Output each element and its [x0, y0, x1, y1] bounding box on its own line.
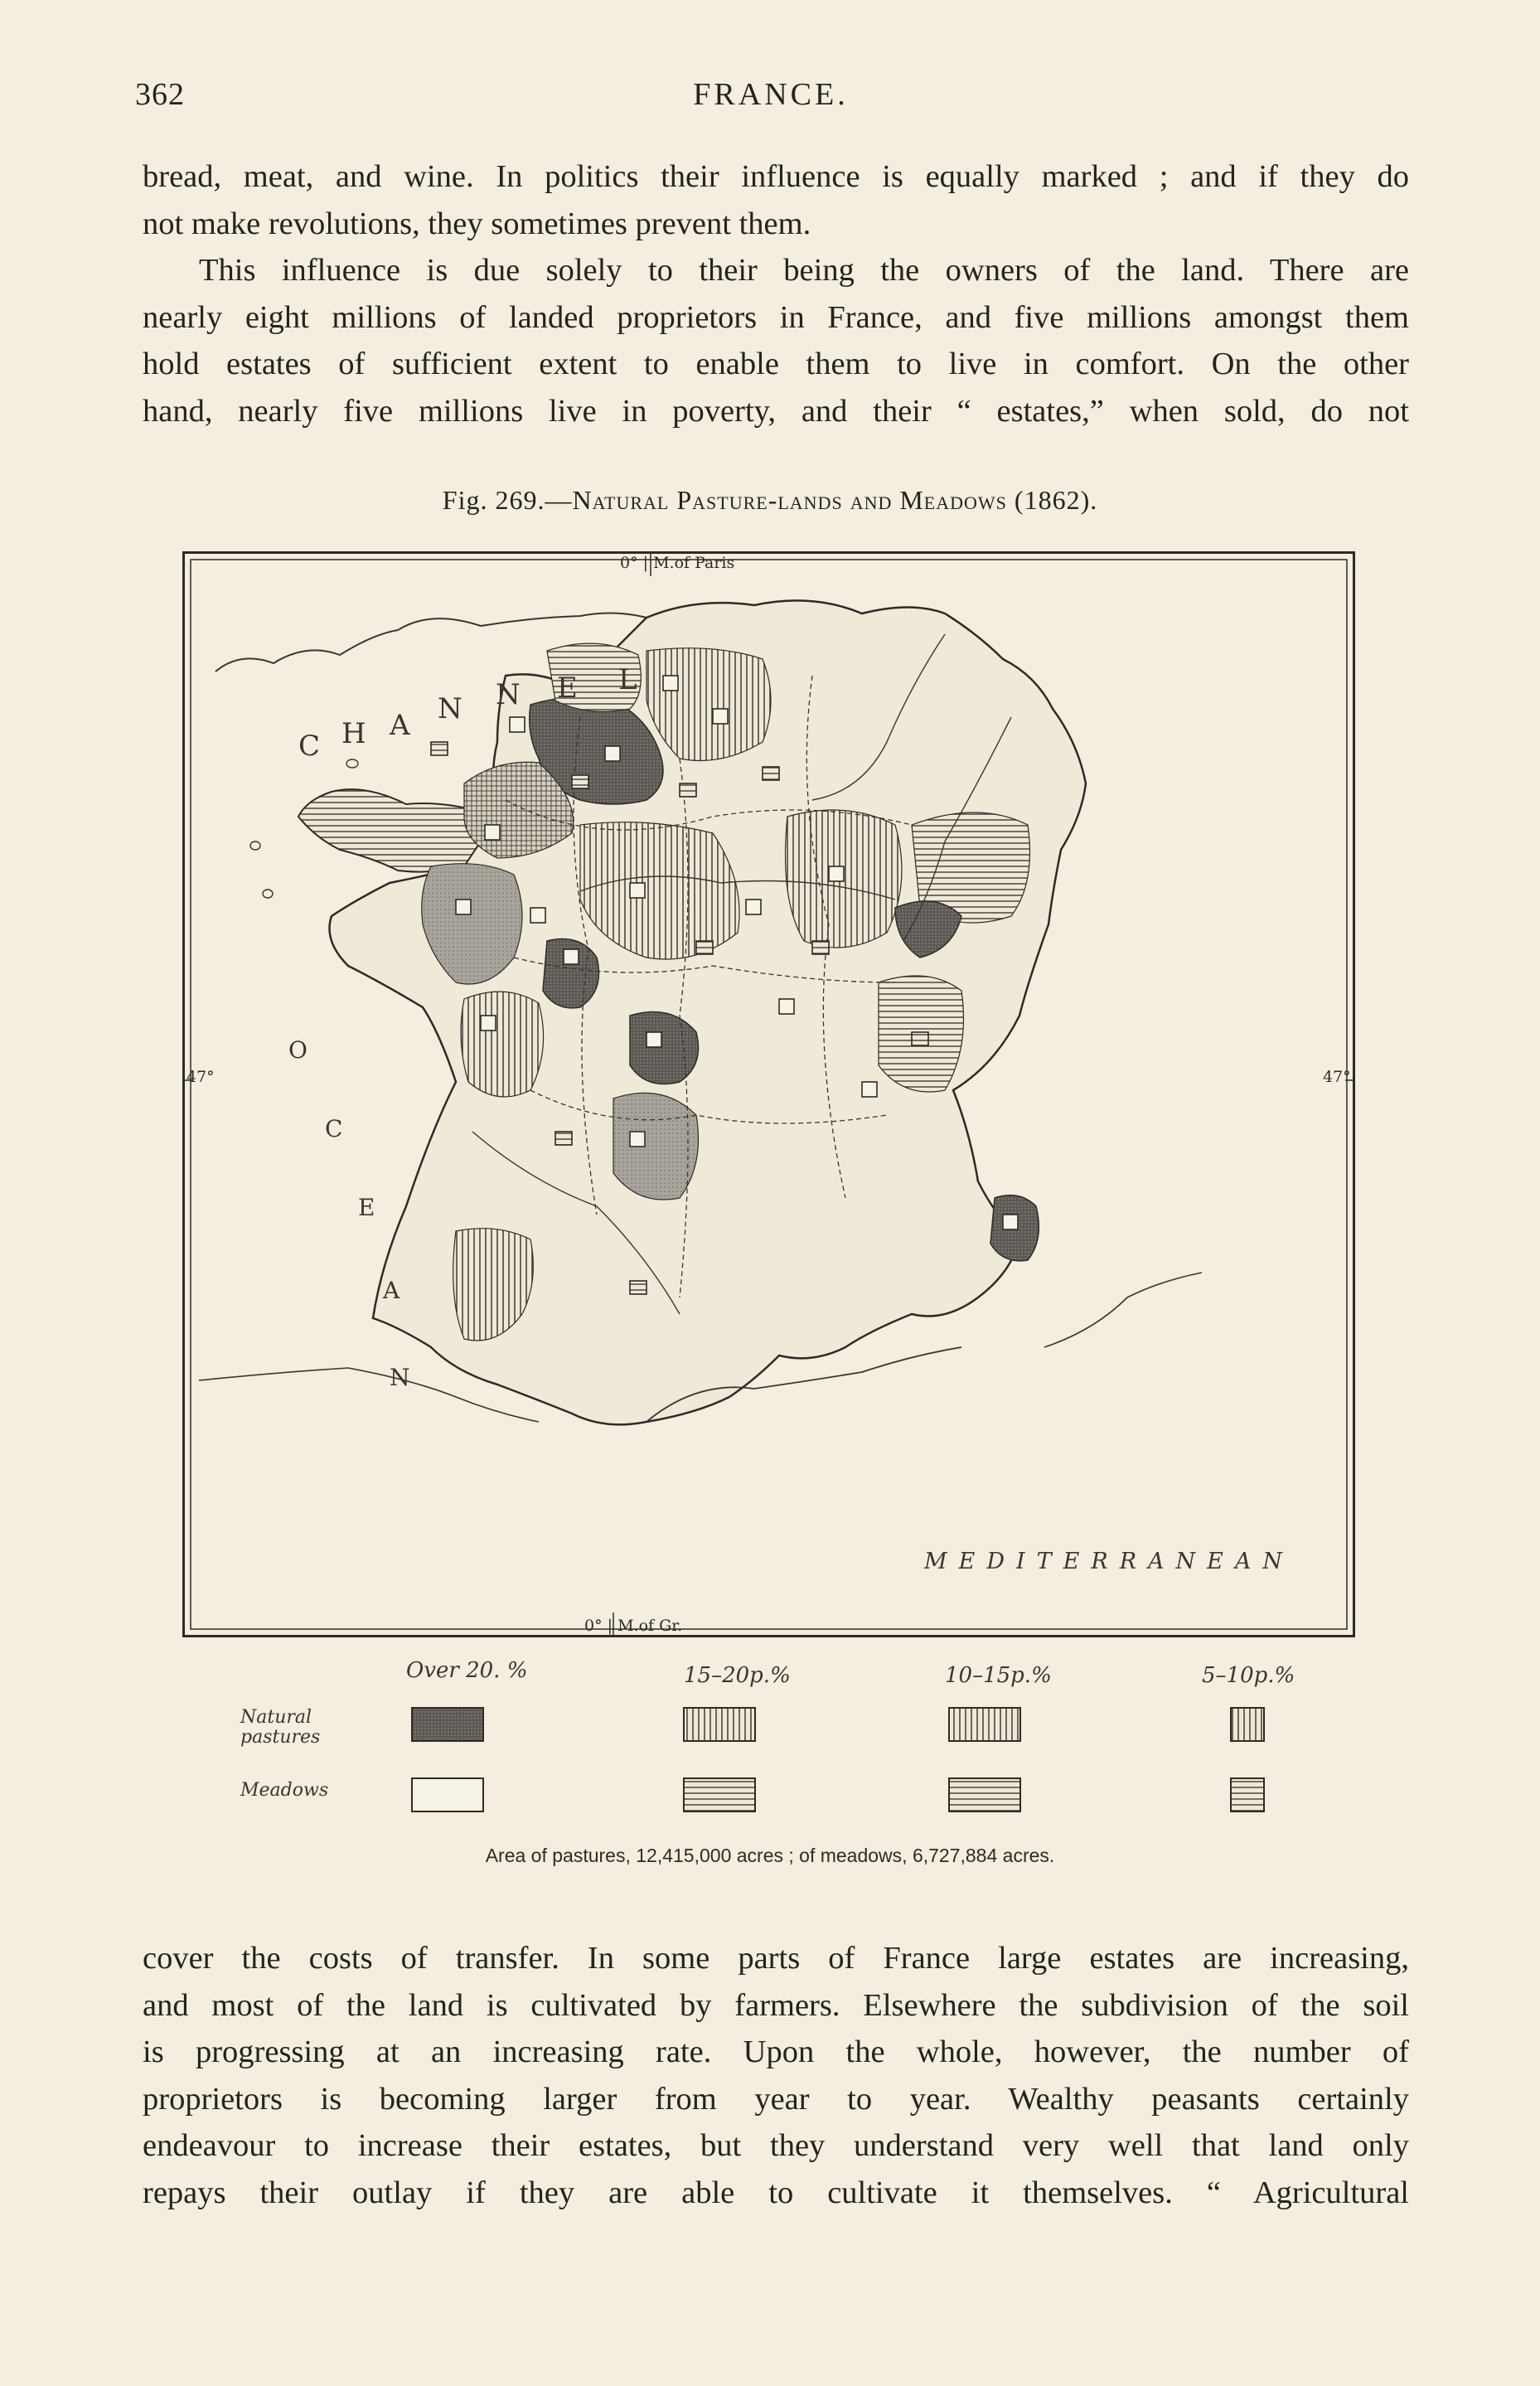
meadow-marker — [1003, 1215, 1018, 1229]
text-line: This influence is due solely to their being the owners of the land. There are — [199, 253, 1409, 288]
meadow-marker — [663, 676, 678, 691]
striped-meadow-marker — [912, 1032, 928, 1045]
text-line: is progressing at an increasing rate. Upon the whole, however, the number of — [143, 2034, 1409, 2069]
legend-row-meadows: Meadows — [240, 1780, 329, 1801]
ocean-letter: C — [325, 1115, 343, 1142]
text-line: hold estates of sufficient extent to enable them to live in comfort. On the other — [143, 347, 1409, 381]
italy-coast-line — [1044, 1273, 1202, 1347]
swatch-pasture-5-10 — [1231, 1708, 1264, 1741]
caption-title: Natural Pasture-lands and Meadows — [572, 485, 1007, 515]
map-legend — [216, 1658, 1376, 1824]
swatch-pasture-10-15 — [949, 1708, 1020, 1741]
striped-meadow-marker — [680, 783, 696, 797]
meadow-marker — [605, 746, 620, 761]
ocean-letter: E — [358, 1194, 375, 1221]
striped-meadow-marker — [630, 1281, 647, 1294]
legend-swatches — [216, 1658, 1376, 1824]
legend-row-pastures-line1: Natural — [240, 1707, 312, 1728]
striped-meadow-marker — [763, 767, 779, 780]
meadow-marker — [630, 1132, 645, 1147]
channel-letter: C — [298, 730, 321, 763]
paragraph-top — [143, 153, 1409, 247]
text-line: bread, meat, and wine. In politics their influence is equally marked ; and if they do — [143, 159, 1409, 194]
area-note: Area of pastures, 12,415,000 acres ; of meadows, 6,727,884 acres. — [485, 1845, 1055, 1866]
caption-year: (1862). — [1014, 485, 1098, 515]
striped-meadow-marker — [696, 941, 713, 954]
ocean-letter: N — [390, 1364, 410, 1391]
swatch-pasture-over-20 — [412, 1708, 483, 1741]
swatch-meadow-15-20 — [684, 1778, 755, 1811]
swatch-meadow-5-10 — [1231, 1778, 1264, 1811]
channel-letter: N — [496, 678, 521, 711]
meadow-marker — [647, 1032, 661, 1047]
channel-letter: N — [438, 692, 462, 725]
meridian-bottom-label: 0° | M.of Gr. — [584, 1617, 683, 1635]
ocean-letter: O — [288, 1036, 308, 1064]
meadow-marker — [829, 866, 844, 881]
striped-meadow-marker — [812, 941, 829, 954]
legend-row-pastures-line2: pastures — [240, 1727, 321, 1748]
legend-category: 10–15p.% — [945, 1663, 1052, 1688]
meadow-marker — [456, 900, 471, 914]
latitude-left-label: 47° — [186, 1068, 215, 1086]
meadow-marker — [485, 825, 500, 840]
swatch-meadow-10-15 — [949, 1778, 1020, 1811]
france-pasture-map — [182, 551, 1355, 1637]
text-line: repays their outlay if they are able to cultivate it themselves. “ Agricultural — [143, 2175, 1409, 2210]
mediterranean-label: MEDITERRANEAN — [924, 1549, 1295, 1574]
latitude-right-label: 47° — [1323, 1068, 1351, 1086]
text-line: not make revolutions, they sometimes prevent them. — [143, 206, 811, 241]
meadow-marker — [713, 709, 728, 724]
text-line: hand, nearly five millions live in poverty, and their “ estates,” when sold, do not — [143, 393, 1409, 429]
text-line: cover the costs of transfer. In some parts of France large estates are increasing, — [143, 1941, 1409, 1976]
channel-letter: A — [390, 709, 410, 742]
striped-meadow-marker — [555, 1132, 572, 1145]
meridian-top-label: 0° | M.of Paris — [620, 554, 735, 572]
ocean-letter: A — [383, 1277, 400, 1304]
legend-category: 5–10p.% — [1202, 1663, 1295, 1688]
meadow-marker — [564, 949, 579, 964]
meadow-marker — [630, 883, 645, 898]
mid-shaded-region-south — [613, 1093, 699, 1200]
running-title: FRANCE. — [693, 77, 849, 112]
meadow-marker — [862, 1082, 877, 1097]
meadow-marker — [510, 717, 525, 732]
page-number: 362 — [135, 77, 185, 112]
striped-meadow-marker — [572, 775, 588, 788]
vhatch-region-southwest — [461, 992, 544, 1097]
channel-letter: E — [557, 672, 578, 705]
swatch-pasture-15-20 — [684, 1708, 755, 1741]
legend-category: 15–20p.% — [684, 1663, 791, 1688]
legend-category: Over 20. % — [406, 1658, 528, 1683]
paragraph-bottom — [143, 1935, 1409, 2216]
swatch-meadow-over-20 — [412, 1778, 483, 1811]
striped-meadow-marker — [431, 742, 448, 755]
meadow-marker — [530, 908, 545, 923]
paragraph-land-ownership — [143, 247, 1409, 434]
text-line: endeavour to increase their estates, but they understand very well that land only — [143, 2128, 1409, 2163]
figure-caption — [0, 485, 1540, 516]
meadow-marker — [779, 999, 794, 1014]
text-line: and most of the land is cultivated by farmers. Elsewhere the subdivision of the soil — [143, 1987, 1409, 2023]
channel-letter: H — [341, 717, 366, 750]
caption-prefix: Fig. 269.— — [442, 485, 573, 515]
text-line: proprietors is becoming larger from year to year. Wealthy peasants certainly — [143, 2081, 1409, 2117]
meadow-marker — [481, 1016, 496, 1031]
text-line: nearly eight millions of landed proprietors in France, and five millions amongst them — [143, 299, 1409, 335]
meadow-marker — [746, 900, 761, 914]
channel-letter: L — [618, 663, 637, 696]
